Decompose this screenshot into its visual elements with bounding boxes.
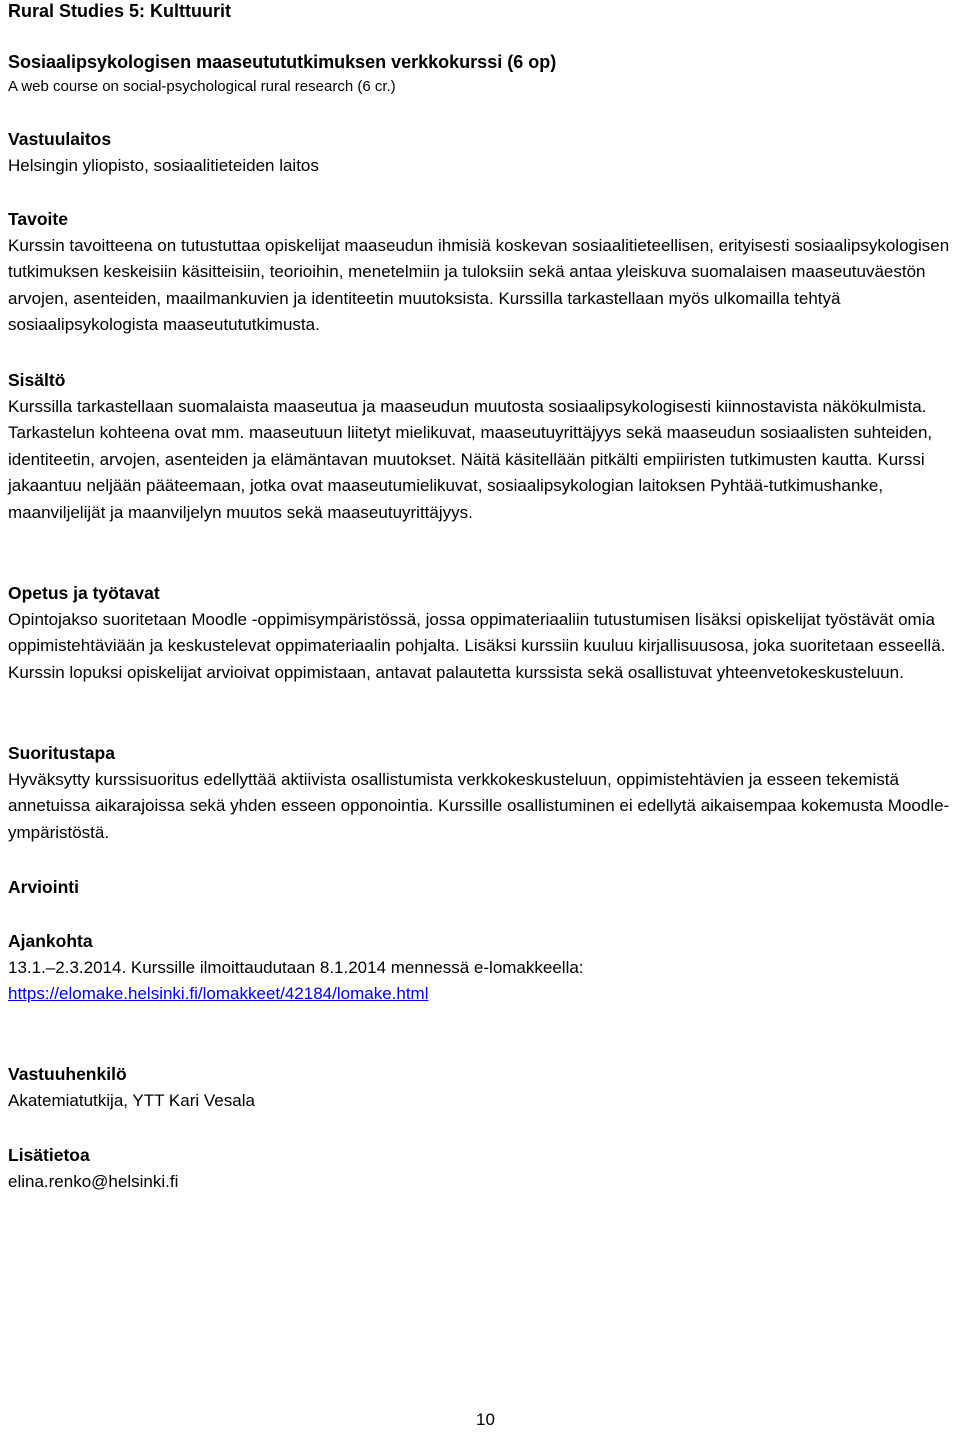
section-heading: Lisätietoa xyxy=(8,1145,90,1165)
section-tavoite xyxy=(8,206,954,339)
section-body: 13.1.–2.3.2014. Kurssille ilmoittaudutaan 8.1.2014 mennessä e-lomakkeella: xyxy=(8,957,584,977)
section-heading: Vastuuhenkilö xyxy=(8,1064,127,1084)
course-subtitle: A web course on social-psychological rural research (6 cr.) xyxy=(8,78,396,95)
section-body: Hyväksytty kurssisuoritus edellyttää aktiivista osallistumista verkkokeskusteluun, oppimistehtävien ja esseen tekemistä annetuissa aikarajoissa sekä yhden esseen opponointia. Kurssille osallistuminen ei edellytä aikaisempaa kokemusta Moodle-ympäristöstä. xyxy=(8,769,950,842)
section-opetus xyxy=(8,580,954,686)
document-title: Rural Studies 5: Kulttuurit xyxy=(8,1,232,21)
section-body: Akatemiatutkija, YTT Kari Vesala xyxy=(8,1090,255,1110)
section-suoritustapa xyxy=(8,740,954,846)
section-heading: Vastuulaitos xyxy=(8,129,112,149)
section-arviointi xyxy=(8,874,954,901)
section-lisatietoa xyxy=(8,1142,954,1195)
section-heading: Ajankohta xyxy=(8,931,93,951)
section-vastuulaitos xyxy=(8,126,954,179)
section-heading: Opetus ja työtavat xyxy=(8,583,160,603)
section-sisalto xyxy=(8,367,954,526)
section-body: Kurssilla tarkastellaan suomalaista maaseutua ja maaseudun muutosta sosiaalipsykologisesti kiinnostavista näkökulmista. Tarkastelun kohteena ovat mm. maaseutuun liitetyt mielikuvat, maaseutuyrittäjyys sekä maaseudun sosiaalisten suhteiden, identiteetin, arvojen, asenteiden ja elämäntavan muutokset. Näitä käsitellään pitkälti empiiristen tutkimusten kautta. Kurssi jakaantuu neljään pääteemaan, jotka ovat maaseutumielikuvat, sosiaalipsykologian laitoksen Pyhtää-tutkimushanke, maanviljelijät ja maanviljelyn muutos sekä maaseutuyrittäjyys. xyxy=(8,396,933,522)
section-body: Kurssin tavoitteena on tutustuttaa opiskelijat maaseudun ihmisiä koskevan sosiaalitieteellisen, erityisesti sosiaalipsykologisen tutkimuksen keskeisiin käsitteisiin, teorioihin, menetelmiin ja tuloksiin sekä antaa yleiskuva suomalaisen maaseutuväestön arvojen, asenteiden, maailmankuvien ja identiteetin muutoksista. Kurssilla tarkastellaan myös ulkomailla tehtyä sosiaalipsykologista maaseutututkimusta. xyxy=(8,235,950,334)
section-body: Helsingin yliopisto, sosiaalitieteiden laitos xyxy=(8,155,319,175)
section-heading: Arviointi xyxy=(8,877,79,897)
section-vastuuhenkilo xyxy=(8,1061,954,1114)
page-number: 10 xyxy=(476,1410,495,1429)
section-heading: Suoritustapa xyxy=(8,743,115,763)
course-title: Sosiaalipsykologisen maaseutututkimuksen verkkokurssi (6 op) xyxy=(8,52,557,72)
registration-form-link[interactable]: https://elomake.helsinki.fi/lomakkeet/42184/lomake.html xyxy=(8,984,429,1003)
section-ajankohta xyxy=(8,928,954,1008)
section-body: Opintojakso suoritetaan Moodle -oppimisympäristössä, jossa oppimateriaaliin tutustumisen lisäksi opiskelijat työstävät omia oppimistehtäviään ja keskustelevat oppimateriaalin pohjalta. Lisäksi kurssiin kuuluu kirjallisuusosa, joka suoritetaan esseellä. Kurssin lopuksi opiskelijat arvioivat oppimistaan, antavat palautetta kurssista sekä osallistuvat yhteenvetokeskusteluun. xyxy=(8,609,946,682)
contact-email: elina.renko@helsinki.fi xyxy=(8,1171,179,1191)
section-heading: Tavoite xyxy=(8,209,68,229)
section-heading: Sisältö xyxy=(8,370,66,390)
